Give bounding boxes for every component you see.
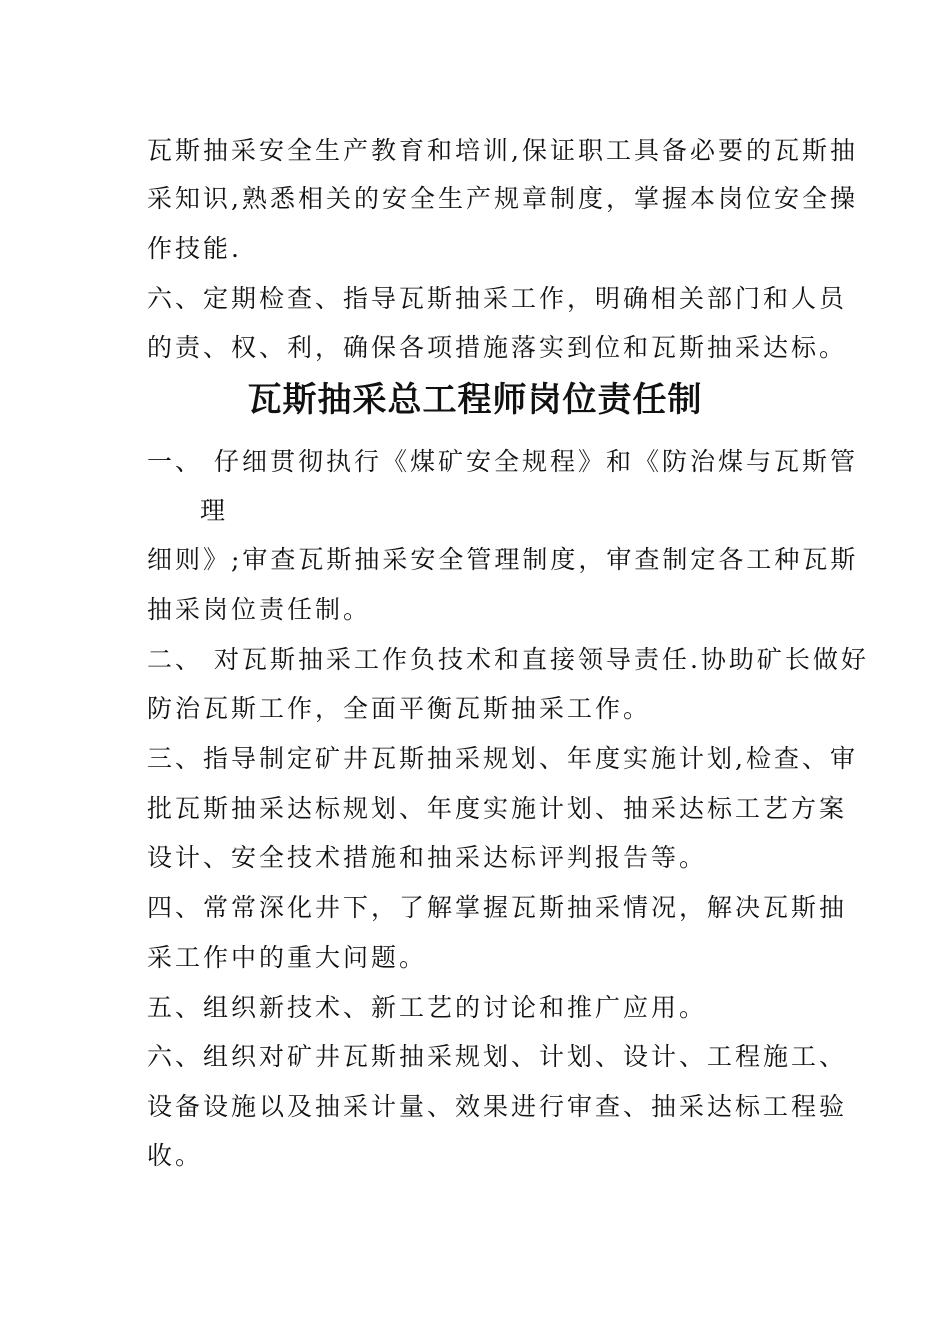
list-item-6-line: 收。 [147, 1141, 204, 1170]
list-item-6-line: 六、组织对矿井瓦斯抽采规划、计划、设计、工程施工、 [147, 1042, 848, 1071]
list-item-5-line: 五、组织新技术、新工艺的讨论和推广应用。 [147, 993, 708, 1022]
list-item-2-line: 二、 对瓦斯抽采工作负技术和直接领导责任.协助矿长做好 [147, 645, 869, 674]
list-item-1-wrap: 理 [200, 496, 229, 525]
list-item-1-line: 细则》;审查瓦斯抽采安全管理制度，审查制定各工种瓦斯 [147, 545, 859, 574]
section-heading: 瓦斯抽采总工程师岗位责任制 [247, 380, 703, 420]
list-item-3-line: 批瓦斯抽采达标规划、年度实施计划、抽采达标工艺方案 [147, 794, 848, 823]
list-item-3-line: 设计、安全技术措施和抽采达标评判报告等。 [147, 843, 708, 872]
list-item-1-line: 抽采岗位责任制。 [147, 595, 372, 624]
list-item-3-line: 三、指导制定矿井瓦斯抽采规划、年度实施计划,检查、审 [147, 744, 858, 773]
body-text-line: 采知识,熟悉相关的安全生产规章制度，掌握本岗位安全操 [147, 184, 858, 213]
list-item-4-line: 四、常常深化井下，了解掌握瓦斯抽采情况，解决瓦斯抽 [147, 893, 848, 922]
list-item-4-line: 采工作中的重大问题。 [147, 943, 428, 972]
body-text-line: 瓦斯抽采安全生产教育和培训,保证职工具备必要的瓦斯抽 [147, 136, 858, 165]
list-item-6-line: 设备设施以及抽采计量、效果进行审查、抽采达标工程验 [147, 1092, 848, 1121]
body-text-line: 六、定期检查、指导瓦斯抽采工作，明确相关部门和人员 [147, 284, 848, 313]
list-item-1-line: 一、 仔细贯彻执行《煤矿安全规程》和《防治煤与瓦斯管 [147, 447, 858, 476]
list-item-2-line: 防治瓦斯工作，全面平衡瓦斯抽采工作。 [147, 694, 652, 723]
body-text-line: 作技能. [147, 234, 242, 263]
body-text-line: 的责、权、利，确保各项措施落实到位和瓦斯抽采达标。 [147, 333, 848, 362]
